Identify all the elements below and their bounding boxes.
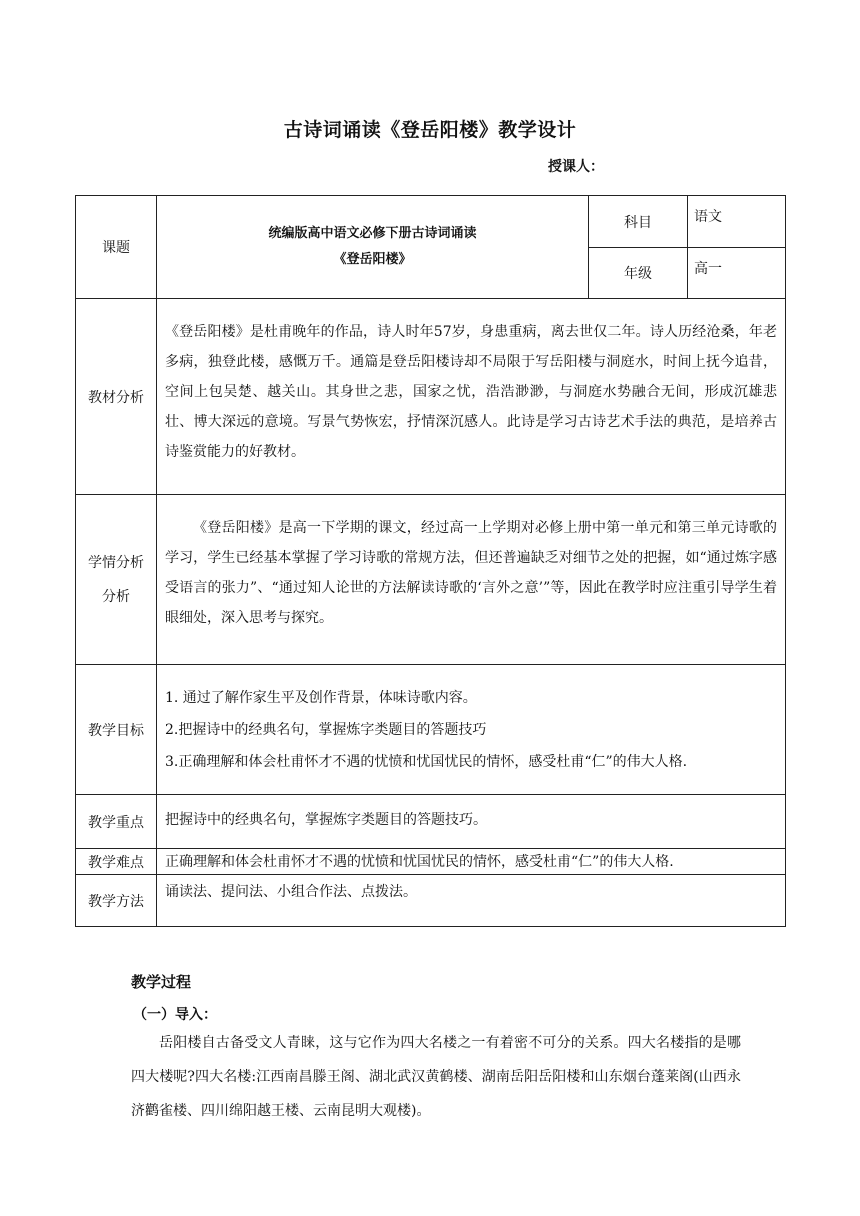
learner-cell <box>157 495 786 665</box>
material-cell <box>157 299 786 495</box>
difficulty-label: 教学难点 <box>76 849 157 875</box>
method-label: 教学方法 <box>76 875 157 927</box>
material-label: 教材分析 <box>76 299 157 495</box>
goals-cell <box>157 665 786 795</box>
course-title-cell <box>157 196 589 299</box>
goal-item-2: 2.把握诗中的经典名句，掌握炼字类题目的答题技巧 <box>165 721 487 738</box>
difficulty-text: 正确理解和体会杜甫怀才不遇的忧愤和忧国忧民的情怀，感受杜甫“仁”的伟大人格. <box>157 849 786 875</box>
key-point-label: 教学重点 <box>76 795 157 849</box>
learner-text: 《登岳阳楼》是高一下学期的课文，经过高一上学期对必修上册中第一单元和第三单元诗歌的学习，学生已经基本掌握了学习诗歌的常规方法，但还普遍缺乏对细节之处的把握，如“通过炼字感受语言的张力”、“通过知人论世的方法解读诗歌的‘言外之意’”等，因此在教学时应注重引导学生着眼细处，深入思考与探究。 <box>165 520 777 626</box>
document-title: 古诗词诵读《登岳阳楼》教学设计 <box>283 119 577 141</box>
teacher-label: 授课人： <box>548 159 604 175</box>
intro-heading: （一）导入： <box>133 1007 217 1023</box>
method-text: 诵读法、提问法、小组合作法、点拨法。 <box>157 875 786 927</box>
learner-label-1: 学情分析 <box>88 554 144 571</box>
course-line-1: 统编版高中语文必修下册古诗词诵读 <box>268 226 477 241</box>
grade-label: 年级 <box>589 248 688 299</box>
learner-label-cell <box>76 495 157 665</box>
lesson-plan-table <box>75 195 786 927</box>
intro-paragraph: 岳阳楼自古备受文人青睐，这与它作为四大名楼之一有着密不可分的关系。四大名楼指的是哪四大楼呢?四大名楼:江西南昌滕王阁、湖北武汉黄鹤楼、湖南岳阳岳阳楼和山东烟台蓬莱阁(山西永济鹳雀楼、四川绵阳越王楼、云南昆明大观楼)。 <box>131 1035 741 1119</box>
goals-label: 教学目标 <box>76 665 157 795</box>
process-heading: 教学过程 <box>131 973 192 991</box>
course-line-2: 《登岳阳楼》 <box>333 252 412 267</box>
goal-item-3: 3.正确理解和体会杜甫怀才不遇的忧愤和忧国忧民的情怀，感受杜甫“仁”的伟大人格. <box>165 753 688 770</box>
topic-label: 课题 <box>76 196 157 299</box>
key-point-text: 把握诗中的经典名句，掌握炼字类题目的答题技巧。 <box>157 795 786 849</box>
subject-value: 语文 <box>688 196 786 248</box>
learner-label-2: 分析 <box>102 588 130 605</box>
grade-value: 高一 <box>688 248 786 299</box>
material-text: 《登岳阳楼》是杜甫晚年的作品，诗人时年57岁，身患重病，离去世仅二年。诗人历经沧桑，年老多病，独登此楼，感慨万千。通篇是登岳阳楼诗却不局限于写岳阳楼与洞庭水，时间上抚今追昔，空间上包吴楚、越关山。其身世之悲，国家之忧，浩浩渺渺，与洞庭水势融合无间，形成沉雄悲壮、博大深远的意境。写景气势恢宏，抒情深沉感人。此诗是学习古诗艺术手法的典范，是培养古诗鉴赏能力的好教材。 <box>165 324 777 460</box>
subject-label: 科目 <box>589 196 688 248</box>
goal-item-1: 1. 通过了解作家生平及创作背景，体味诗歌内容。 <box>165 689 477 706</box>
